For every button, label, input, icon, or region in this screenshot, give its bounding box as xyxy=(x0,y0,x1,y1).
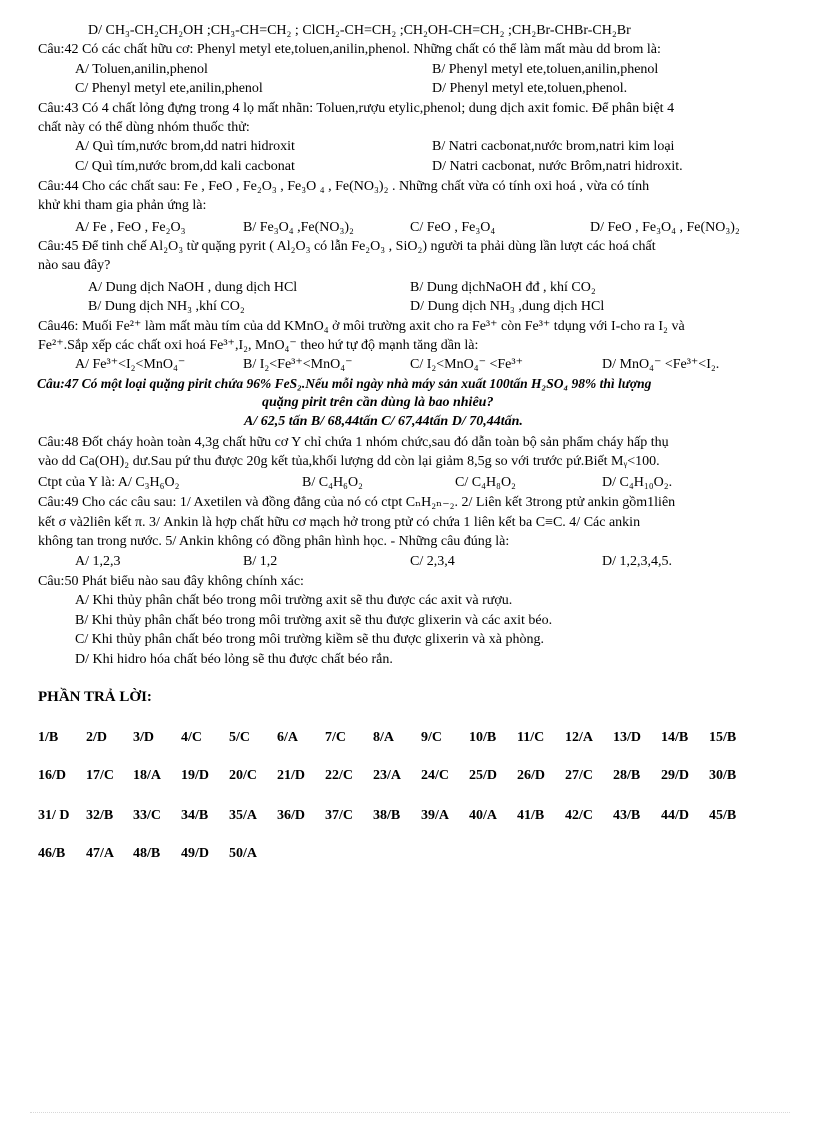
q50-option-a: A/ Khi thủy phân chất béo trong môi trường axit sẽ thu được các axit và rượu. xyxy=(75,593,513,608)
q47-options: A/ 62,5 tấn B/ 68,44tấn C/ 67,44tấn D/ 70,44tấn. xyxy=(244,414,523,429)
answer-27: 27/C xyxy=(565,768,593,783)
answer-3: 3/D xyxy=(133,730,154,745)
answer-29: 29/D xyxy=(661,768,689,783)
q44-option-b: B/ Fe₃O₄ ,Fe(NO₃)₂ xyxy=(243,220,354,235)
q44-option-d: D/ FeO , Fe₃O₄ , Fe(NO₃)₂ xyxy=(590,220,740,235)
answer-37: 37/C xyxy=(325,808,353,823)
answer-44: 44/D xyxy=(661,808,689,823)
answer-49: 49/D xyxy=(181,846,209,861)
q42-text: Câu:42 Có các chất hữu cơ: Phenyl metyl ete,toluen,anilin,phenol. Những chất có thể làm mất màu dd brom là: xyxy=(38,42,661,57)
q50-text: Câu:50 Phát biểu nào sau đây không chính xác: xyxy=(38,574,304,589)
answer-11: 11/C xyxy=(517,730,545,745)
answer-heading: PHẦN TRẢ LỜI: xyxy=(38,689,152,705)
q45-option-a: A/ Dung dịch NaOH , dung dịch HCl xyxy=(88,280,298,295)
answer-1: 1/B xyxy=(38,730,59,745)
q43-text: Câu:43 Có 4 chất lỏng đựng trong 4 lọ mất nhãn: Toluen,rượu etylic,phenol; dung dịch axit fomic. Để phân biệt 4 xyxy=(38,101,675,116)
q50-option-b: B/ Khi thủy phân chất béo trong môi trường axit sẽ thu được glixerin và các axit béo. xyxy=(75,613,553,628)
answer-26: 26/D xyxy=(517,768,545,783)
answer-28: 28/B xyxy=(613,768,641,783)
answer-13: 13/D xyxy=(613,730,641,745)
q45-text: Câu:45 Để tinh chế Al₂O₃ từ quặng pyrit ( Al₂O₃ có lẫn Fe₂O₃ , SiO₂) người ta phải dùng lần lượt các hoá chất xyxy=(38,239,656,254)
q46-text: Câu46: Muối Fe²⁺ làm mất màu tím của dd KMnO₄ ở môi trường axit cho ra Fe³⁺ còn Fe³⁺ tdụng với I-cho ra I₂ và xyxy=(38,319,685,334)
answer-8: 8/A xyxy=(373,730,394,745)
q46-text-cont: Fe²⁺.Sắp xếp các chất oxi hoá Fe³⁺,I₂, MnO₄⁻ theo hứ tự độ mạnh tăng dần là: xyxy=(38,338,479,353)
q46-option-c: C/ I₂<MnO₄⁻ <Fe³⁺ xyxy=(410,357,523,372)
answer-35: 35/A xyxy=(229,808,257,823)
answer-18: 18/A xyxy=(133,768,161,783)
answer-39: 39/A xyxy=(421,808,449,823)
answer-36: 36/D xyxy=(277,808,305,823)
q48-option-b: B/ C₄H₆O₂ xyxy=(302,475,363,490)
answer-7: 7/C xyxy=(325,730,346,745)
answer-21: 21/D xyxy=(277,768,305,783)
q49-text-cont: kết σ và2liên kết π. 3/ Ankin là hợp chất hữu cơ mạch hở trong ptử có chứa 1 liên kết ba C≡C. 4/ Các ankin xyxy=(38,515,641,530)
answer-47: 47/A xyxy=(86,846,114,861)
answer-23: 23/A xyxy=(373,768,401,783)
q48-text: Câu:48 Đốt cháy hoàn toàn 4,3g chất hữu cơ Y chỉ chứa 1 nhóm chức,sau đó dẫn toàn bộ sản phẩm cháy hấp thụ xyxy=(38,435,669,450)
q44-option-c: C/ FeO , Fe₃O₄ xyxy=(410,220,496,235)
q48-option-a: Ctpt của Y là: A/ C₃H₆O₂ xyxy=(38,475,180,490)
q49-option-b: B/ 1,2 xyxy=(243,554,278,569)
answer-2: 2/D xyxy=(86,730,107,745)
q44-text-cont: khử khi tham gia phản ứng là: xyxy=(38,198,207,213)
answer-24: 24/C xyxy=(421,768,449,783)
q48-text-cont: vào dd Ca(OH)₂ dư.Sau pứ thu được 20g kết tủa,khối lượng dd còn lại giảm 8,5g so với trước pứ.Biết Mᵧ<100. xyxy=(38,454,660,469)
q45-text-cont: nào sau đây? xyxy=(38,258,111,273)
q43-option-d: D/ Natri cacbonat, nước Brôm,natri hidroxit. xyxy=(432,159,683,174)
q50-option-d: D/ Khi hidro hóa chất béo lỏng sẽ thu được chất béo rắn. xyxy=(75,652,393,667)
q41-option-d: D/ CH₃-CH₂CH₂OH ;CH₃-CH=CH₂ ; ClCH₂-CH=CH₂ ;CH₂OH-CH=CH₂ ;CH₂Br-CHBr-CH₂Br xyxy=(88,23,631,38)
q49-text-cont2: không tan trong nước. 5/ Ankin không có đồng phân hình học. - Những câu đúng là: xyxy=(38,534,510,549)
answer-9: 9/C xyxy=(421,730,442,745)
q42-option-a: A/ Toluen,anilin,phenol xyxy=(75,62,208,77)
answer-40: 40/A xyxy=(469,808,497,823)
answer-12: 12/A xyxy=(565,730,593,745)
answer-41: 41/B xyxy=(517,808,545,823)
q49-text: Câu:49 Cho các câu sau: 1/ Axetilen và đồng đẳng của nó có ctpt CₙH₂ₙ₋₂. 2/ Liên kết 3trong ptử ankin gồm1liên xyxy=(38,495,676,510)
q42-option-c: C/ Phenyl metyl ete,anilin,phenol xyxy=(75,81,263,96)
answer-14: 14/B xyxy=(661,730,689,745)
q46-option-b: B/ I₂<Fe³⁺<MnO₄⁻ xyxy=(243,357,353,372)
q49-option-c: C/ 2,3,4 xyxy=(410,554,455,569)
q48-option-c: C/ C₄H₈O₂ xyxy=(455,475,516,490)
answer-6: 6/A xyxy=(277,730,298,745)
q43-option-c: C/ Quì tím,nước brom,dd kali cacbonat xyxy=(75,159,295,174)
answer-5: 5/C xyxy=(229,730,250,745)
q47-text: Câu:47 Có một loại quặng pirit chứa 96% FeS₂.Nếu mỗi ngày nhà máy sản xuất 100tấn H₂SO₄ 98% thì lượng xyxy=(37,376,652,391)
answer-19: 19/D xyxy=(181,768,209,783)
q46-option-a: A/ Fe³⁺<I₂<MnO₄⁻ xyxy=(75,357,186,372)
q45-option-d: D/ Dung dịch NH₃ ,dung dịch HCl xyxy=(410,299,605,314)
answer-25: 25/D xyxy=(469,768,497,783)
q43-option-b: B/ Natri cacbonat,nước brom,natri kim loại xyxy=(432,139,675,154)
answer-30: 30/B xyxy=(709,768,737,783)
answer-20: 20/C xyxy=(229,768,257,783)
answer-48: 48/B xyxy=(133,846,161,861)
answer-42: 42/C xyxy=(565,808,593,823)
answer-17: 17/C xyxy=(86,768,114,783)
q42-option-d: D/ Phenyl metyl ete,toluen,phenol. xyxy=(432,81,628,96)
answer-43: 43/B xyxy=(613,808,641,823)
q48-option-d: D/ C₄H₁₀O₂. xyxy=(602,475,673,490)
answer-16: 16/D xyxy=(38,768,66,783)
q43-option-a: A/ Quì tím,nước brom,dd natri hidroxit xyxy=(75,139,295,154)
page-bottom-divider xyxy=(30,1112,790,1113)
q46-option-d: D/ MnO₄⁻ <Fe³⁺<I₂. xyxy=(602,357,720,372)
answer-15: 15/B xyxy=(709,730,737,745)
q45-option-b: B/ Dung dịchNaOH đđ , khí CO₂ xyxy=(410,280,596,295)
q49-option-a: A/ 1,2,3 xyxy=(75,554,121,569)
answer-32: 32/B xyxy=(86,808,114,823)
answer-45: 45/B xyxy=(709,808,737,823)
answer-4: 4/C xyxy=(181,730,202,745)
answer-38: 38/B xyxy=(373,808,401,823)
answer-50: 50/A xyxy=(229,846,257,861)
q44-option-a: A/ Fe , FeO , Fe₂O₃ xyxy=(75,220,186,235)
q43-text-cont: chất này có thể dùng nhóm thuốc thử: xyxy=(38,120,250,135)
answer-33: 33/C xyxy=(133,808,161,823)
q49-option-d: D/ 1,2,3,4,5. xyxy=(602,554,672,569)
answer-46: 46/B xyxy=(38,846,66,861)
q50-option-c: C/ Khi thủy phân chất béo trong môi trường kiềm sẽ thu được glixerin và xà phòng. xyxy=(75,632,544,647)
answer-31: 31/ D xyxy=(38,808,70,823)
q42-option-b: B/ Phenyl metyl ete,toluen,anilin,phenol xyxy=(432,62,659,77)
q45-option-c: B/ Dung dịch NH₃ ,khí CO₂ xyxy=(88,299,245,314)
q44-text: Câu:44 Cho các chất sau: Fe , FeO , Fe₂O₃ , Fe₃O ₄ , Fe(NO₃)₂ . Những chất vừa có tính oxi hoá , vừa có tính xyxy=(38,179,650,194)
answer-10: 10/B xyxy=(469,730,497,745)
answer-22: 22/C xyxy=(325,768,353,783)
q47-text-cont: quặng pirit trên cần dùng là bao nhiêu? xyxy=(262,395,494,410)
answer-34: 34/B xyxy=(181,808,209,823)
